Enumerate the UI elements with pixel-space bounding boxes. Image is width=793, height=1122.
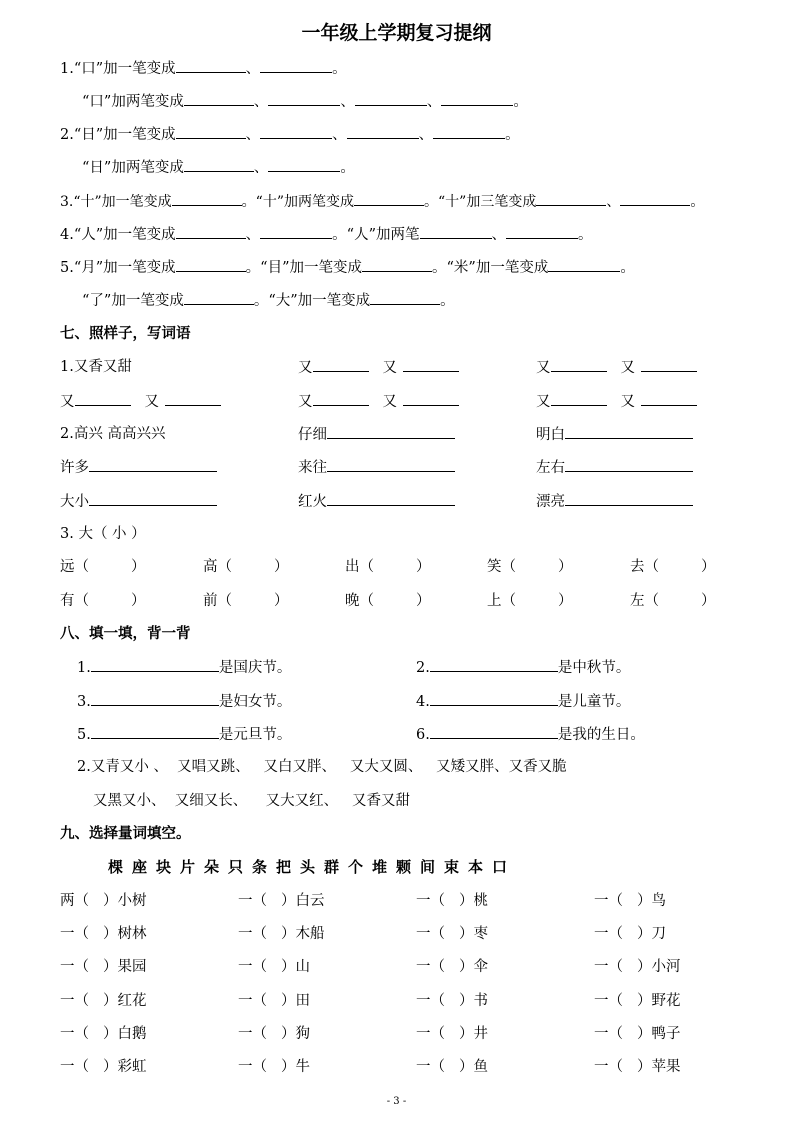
word: 左右	[536, 460, 565, 476]
measure-item	[60, 891, 147, 911]
page-title: 一年级上学期复习提纲	[301, 22, 492, 44]
measure-item	[60, 1057, 147, 1077]
q5b-text: “了”加一笔变成	[82, 293, 184, 309]
close-paren: ）	[131, 559, 146, 575]
blank[interactable]	[313, 391, 369, 406]
close-paren: ）	[701, 559, 716, 575]
q2b-line	[82, 157, 355, 178]
word-item	[298, 491, 455, 512]
blank[interactable]	[430, 691, 558, 706]
measure-noun: ）书	[459, 993, 488, 1009]
blank[interactable]	[176, 224, 246, 239]
blank[interactable]	[184, 290, 254, 305]
word: 大小	[60, 494, 89, 510]
blank[interactable]	[89, 457, 217, 472]
blank[interactable]	[91, 691, 219, 706]
close-paren: ）	[274, 559, 289, 575]
measure-prefix: 一（	[416, 893, 445, 909]
measure-noun: ）野花	[637, 993, 681, 1009]
blank[interactable]	[91, 724, 219, 739]
measure-prefix: 一（	[60, 1026, 89, 1042]
antonym-item	[60, 591, 146, 611]
measure-item	[594, 1057, 681, 1077]
q1b-line	[82, 91, 528, 112]
antonym-item	[630, 591, 716, 611]
blank[interactable]	[260, 224, 332, 239]
measure-noun: ）小河	[637, 959, 681, 975]
q1-text: 1.“口”加一笔变成	[60, 61, 176, 77]
measure-prefix: 一（	[238, 993, 267, 1009]
close-paren: ）	[701, 593, 716, 609]
measure-noun: ）彩虹	[103, 1059, 147, 1075]
item-number: 5.	[77, 727, 91, 743]
measure-item	[594, 1024, 681, 1044]
antonym-item	[345, 591, 431, 611]
word: 来往	[298, 460, 327, 476]
q4-line	[60, 224, 593, 245]
blank[interactable]	[536, 191, 606, 206]
blank[interactable]	[172, 191, 242, 206]
antonym-item	[487, 591, 573, 611]
example-2: 2.高兴 高高兴兴	[60, 426, 166, 442]
measure-noun: ）鸭子	[637, 1026, 681, 1042]
measure-prefix: 一（	[594, 993, 623, 1009]
q4-text: 4.“人”加一笔变成	[60, 227, 176, 243]
sep: 、	[245, 227, 261, 243]
blank[interactable]	[347, 124, 419, 139]
measure-noun: ）木船	[281, 926, 325, 942]
blank[interactable]	[268, 91, 340, 106]
q5-line	[60, 257, 635, 278]
blank[interactable]	[403, 391, 459, 406]
blank[interactable]	[260, 124, 332, 139]
close-paren: ）	[558, 559, 573, 575]
recite-line-2: 又黑又小、 又细又长、 又大又红、 又香又甜	[93, 793, 410, 809]
measure-noun: ）伞	[459, 959, 488, 975]
blank[interactable]	[268, 157, 340, 172]
measure-noun: ）桃	[459, 893, 488, 909]
measure-noun: ）苹果	[637, 1059, 681, 1075]
measure-noun: ）小树	[103, 893, 147, 909]
measure-item	[238, 1057, 310, 1077]
measure-prefix: 一（	[416, 1026, 445, 1042]
example-1: 1.又香又甜	[60, 359, 132, 375]
sep: 、	[253, 94, 269, 110]
blank[interactable]	[362, 257, 432, 272]
item-number: 6.	[416, 727, 430, 743]
blank[interactable]	[641, 357, 697, 372]
antonym-item	[345, 557, 431, 577]
antonym-word: 高（	[203, 559, 232, 575]
sep: 、	[418, 127, 434, 143]
q2-line	[60, 124, 520, 145]
measure-item	[594, 957, 681, 977]
antonym-word: 晚（	[345, 593, 374, 609]
blank[interactable]	[506, 224, 578, 239]
blank[interactable]	[75, 391, 131, 406]
word-item	[536, 491, 693, 512]
blank[interactable]	[184, 91, 254, 106]
sep: 、	[426, 94, 442, 110]
measure-item	[238, 891, 325, 911]
measure-prefix: 一（	[594, 959, 623, 975]
you-pattern	[298, 391, 459, 412]
blank[interactable]	[354, 191, 424, 206]
measure-item	[416, 957, 488, 977]
item-number: 3.	[77, 694, 91, 710]
measure-prefix: 一（	[60, 926, 89, 942]
you-pattern	[536, 391, 697, 412]
q5b-line	[82, 290, 455, 311]
close-paren: ）	[274, 593, 289, 609]
you-char: 又	[536, 394, 551, 410]
measure-item	[60, 1024, 147, 1044]
you-pattern	[298, 357, 459, 378]
measure-item	[416, 1057, 488, 1077]
item-number: 1.	[77, 660, 91, 676]
measure-prefix: 一（	[594, 893, 623, 909]
measure-item	[416, 891, 488, 911]
measure-item	[60, 924, 147, 944]
end: 。	[505, 127, 520, 143]
measure-noun: ）山	[281, 959, 310, 975]
item-text: 是元旦节。	[218, 727, 292, 743]
measure-noun: ）白鹅	[103, 1026, 147, 1042]
antonym-word: 出（	[345, 559, 374, 575]
you-char: 又	[620, 360, 635, 376]
blank[interactable]	[441, 91, 513, 106]
you-char: 又	[536, 360, 551, 376]
q3-text3: 。“十”加三笔变成	[424, 194, 537, 210]
close-paren: ）	[416, 593, 431, 609]
festival-item	[416, 724, 645, 745]
end: 。	[690, 194, 705, 210]
q3-text: 3.“十”加一笔变成	[60, 194, 172, 210]
measure-prefix: 一（	[416, 926, 445, 942]
recite-line-1: 2.又青又小 、 又唱又跳、 又白又胖、 又大又圆、 又矮又胖、又香又脆	[77, 759, 567, 775]
word: 红火	[298, 494, 327, 510]
blank[interactable]	[355, 91, 427, 106]
you-char: 又	[298, 360, 313, 376]
you-char: 又	[620, 394, 635, 410]
you-char: 又	[382, 394, 397, 410]
you-pattern	[536, 357, 697, 378]
item-number: 4.	[416, 694, 430, 710]
end: 。	[440, 293, 455, 309]
q5-text: 5.“月”加一笔变成	[60, 260, 176, 276]
measure-prefix: 一（	[416, 1059, 445, 1075]
q3-text2: 。“十”加两笔变成	[241, 194, 354, 210]
measure-noun: ）果园	[103, 959, 147, 975]
blank[interactable]	[548, 257, 620, 272]
blank[interactable]	[565, 424, 693, 439]
word-item	[60, 457, 217, 478]
q1b-text: “口”加两笔变成	[82, 94, 184, 110]
you-char: 又	[144, 394, 159, 410]
blank[interactable]	[313, 357, 369, 372]
item-number: 2.	[416, 660, 430, 676]
measure-noun: ）树林	[103, 926, 147, 942]
measure-prefix: 一（	[238, 1026, 267, 1042]
sep: 、	[491, 227, 506, 243]
you-char: 又	[60, 394, 75, 410]
festival-item	[416, 691, 630, 712]
measure-item	[238, 1024, 310, 1044]
antonym-word: 笑（	[487, 559, 516, 575]
antonym-word: 上（	[487, 593, 516, 609]
festival-item	[77, 691, 291, 712]
measure-prefix: 一（	[594, 1059, 623, 1075]
blank[interactable]	[327, 457, 455, 472]
measure-words: 棵座块片朵只条把头群个堆颗间束本口	[108, 858, 517, 876]
section-9-heading: 九、选择量词填空。	[60, 826, 191, 842]
festival-item	[416, 657, 630, 678]
blank[interactable]	[260, 58, 332, 73]
measure-noun: ）田	[281, 993, 310, 1009]
q2-text: 2.“日”加一笔变成	[60, 127, 176, 143]
sep: 、	[606, 194, 621, 210]
blank[interactable]	[430, 657, 558, 672]
blank[interactable]	[403, 357, 459, 372]
blank[interactable]	[176, 124, 246, 139]
word-item	[298, 457, 455, 478]
measure-prefix: 一（	[594, 1026, 623, 1042]
you-pattern	[60, 391, 221, 412]
measure-prefix: 一（	[238, 893, 267, 909]
measure-noun: ）狗	[281, 1026, 310, 1042]
q5-text3: 。“米”加一笔变成	[432, 260, 549, 276]
blank[interactable]	[641, 391, 697, 406]
measure-noun: ）白云	[281, 893, 325, 909]
measure-prefix: 一（	[238, 926, 267, 942]
section-8-heading: 八、填一填，背一背	[60, 626, 191, 642]
item-text: 是中秋节。	[557, 660, 631, 676]
word-item	[536, 424, 693, 445]
you-char: 又	[382, 360, 397, 376]
blank[interactable]	[551, 391, 607, 406]
sep: 、	[245, 127, 261, 143]
example-3: 3. 大（ 小 ）	[60, 526, 146, 542]
measure-noun: ）红花	[103, 993, 147, 1009]
measure-item	[238, 924, 325, 944]
word: 漂亮	[536, 494, 565, 510]
measure-prefix: 一（	[238, 1059, 267, 1075]
blank[interactable]	[176, 257, 246, 272]
measure-item	[416, 991, 488, 1011]
measure-noun: ）鸟	[637, 893, 666, 909]
measure-noun: ）牛	[281, 1059, 310, 1075]
antonym-item	[487, 557, 573, 577]
blank[interactable]	[370, 290, 440, 305]
item-text: 是儿童节。	[557, 694, 631, 710]
blank[interactable]	[327, 424, 455, 439]
festival-item	[77, 657, 291, 678]
section-7-heading: 七、照样子，写词语	[60, 326, 191, 342]
end: 。	[620, 260, 635, 276]
you-char: 又	[298, 394, 313, 410]
close-paren: ）	[558, 593, 573, 609]
blank[interactable]	[327, 491, 455, 506]
blank[interactable]	[165, 391, 221, 406]
q5b-text2: 。“大”加一笔变成	[253, 293, 371, 309]
antonym-item	[203, 557, 289, 577]
measure-prefix: 一（	[416, 959, 445, 975]
end: 。	[332, 61, 347, 77]
end: 。	[340, 160, 355, 176]
antonym-word: 左（	[630, 593, 659, 609]
blank[interactable]	[184, 157, 254, 172]
close-paren: ）	[131, 593, 146, 609]
blank[interactable]	[551, 357, 607, 372]
measure-item	[416, 1024, 488, 1044]
word: 仔细	[298, 427, 327, 443]
blank[interactable]	[420, 224, 492, 239]
sep: 、	[253, 160, 269, 176]
q4-text2: 。“人”加两笔	[332, 227, 420, 243]
measure-noun: ）枣	[459, 926, 488, 942]
word: 许多	[60, 460, 89, 476]
measure-prefix: 一（	[60, 1059, 89, 1075]
measure-prefix: 一（	[238, 959, 267, 975]
item-text: 是妇女节。	[218, 694, 292, 710]
antonym-word: 前（	[203, 593, 232, 609]
blank[interactable]	[91, 657, 219, 672]
measure-noun: ）刀	[637, 926, 666, 942]
measure-item	[238, 957, 310, 977]
measure-item	[60, 991, 147, 1011]
blank[interactable]	[565, 457, 693, 472]
antonym-word: 远（	[60, 559, 89, 575]
measure-item	[238, 991, 310, 1011]
measure-item	[594, 891, 666, 911]
antonym-item	[203, 591, 289, 611]
sep: 、	[245, 61, 261, 77]
item-text: 是我的生日。	[557, 727, 645, 743]
festival-item	[77, 724, 291, 745]
page-number: - 3 -	[386, 1096, 407, 1107]
end: 。	[578, 227, 593, 243]
word-item	[536, 457, 693, 478]
measure-noun: ）井	[459, 1026, 488, 1042]
antonym-item	[60, 557, 146, 577]
measure-prefix: 一（	[416, 993, 445, 1009]
close-paren: ）	[416, 559, 431, 575]
measure-prefix: 一（	[594, 926, 623, 942]
blank[interactable]	[433, 124, 505, 139]
measure-noun: ）鱼	[459, 1059, 488, 1075]
measure-prefix: 一（	[60, 959, 89, 975]
sep: 、	[332, 127, 347, 143]
q1-line	[60, 58, 347, 79]
end: 。	[513, 94, 528, 110]
blank[interactable]	[89, 491, 217, 506]
q5-text2: 。“目”加一笔变成	[245, 260, 362, 276]
item-text: 是国庆节。	[218, 660, 292, 676]
antonym-word: 去（	[630, 559, 659, 575]
blank[interactable]	[620, 191, 690, 206]
measure-prefix: 两（	[60, 893, 89, 909]
q3-line	[60, 191, 704, 212]
word-item	[60, 491, 217, 512]
sep: 、	[340, 94, 355, 110]
q2b-text: “日”加两笔变成	[82, 160, 184, 176]
blank[interactable]	[565, 491, 693, 506]
blank[interactable]	[176, 58, 246, 73]
antonym-word: 有（	[60, 593, 89, 609]
measure-item	[416, 924, 488, 944]
word: 明白	[536, 427, 565, 443]
measure-item	[60, 957, 147, 977]
word-item	[298, 424, 455, 445]
blank[interactable]	[430, 724, 558, 739]
measure-item	[594, 991, 681, 1011]
measure-item	[594, 924, 666, 944]
antonym-item	[630, 557, 716, 577]
measure-prefix: 一（	[60, 993, 89, 1009]
